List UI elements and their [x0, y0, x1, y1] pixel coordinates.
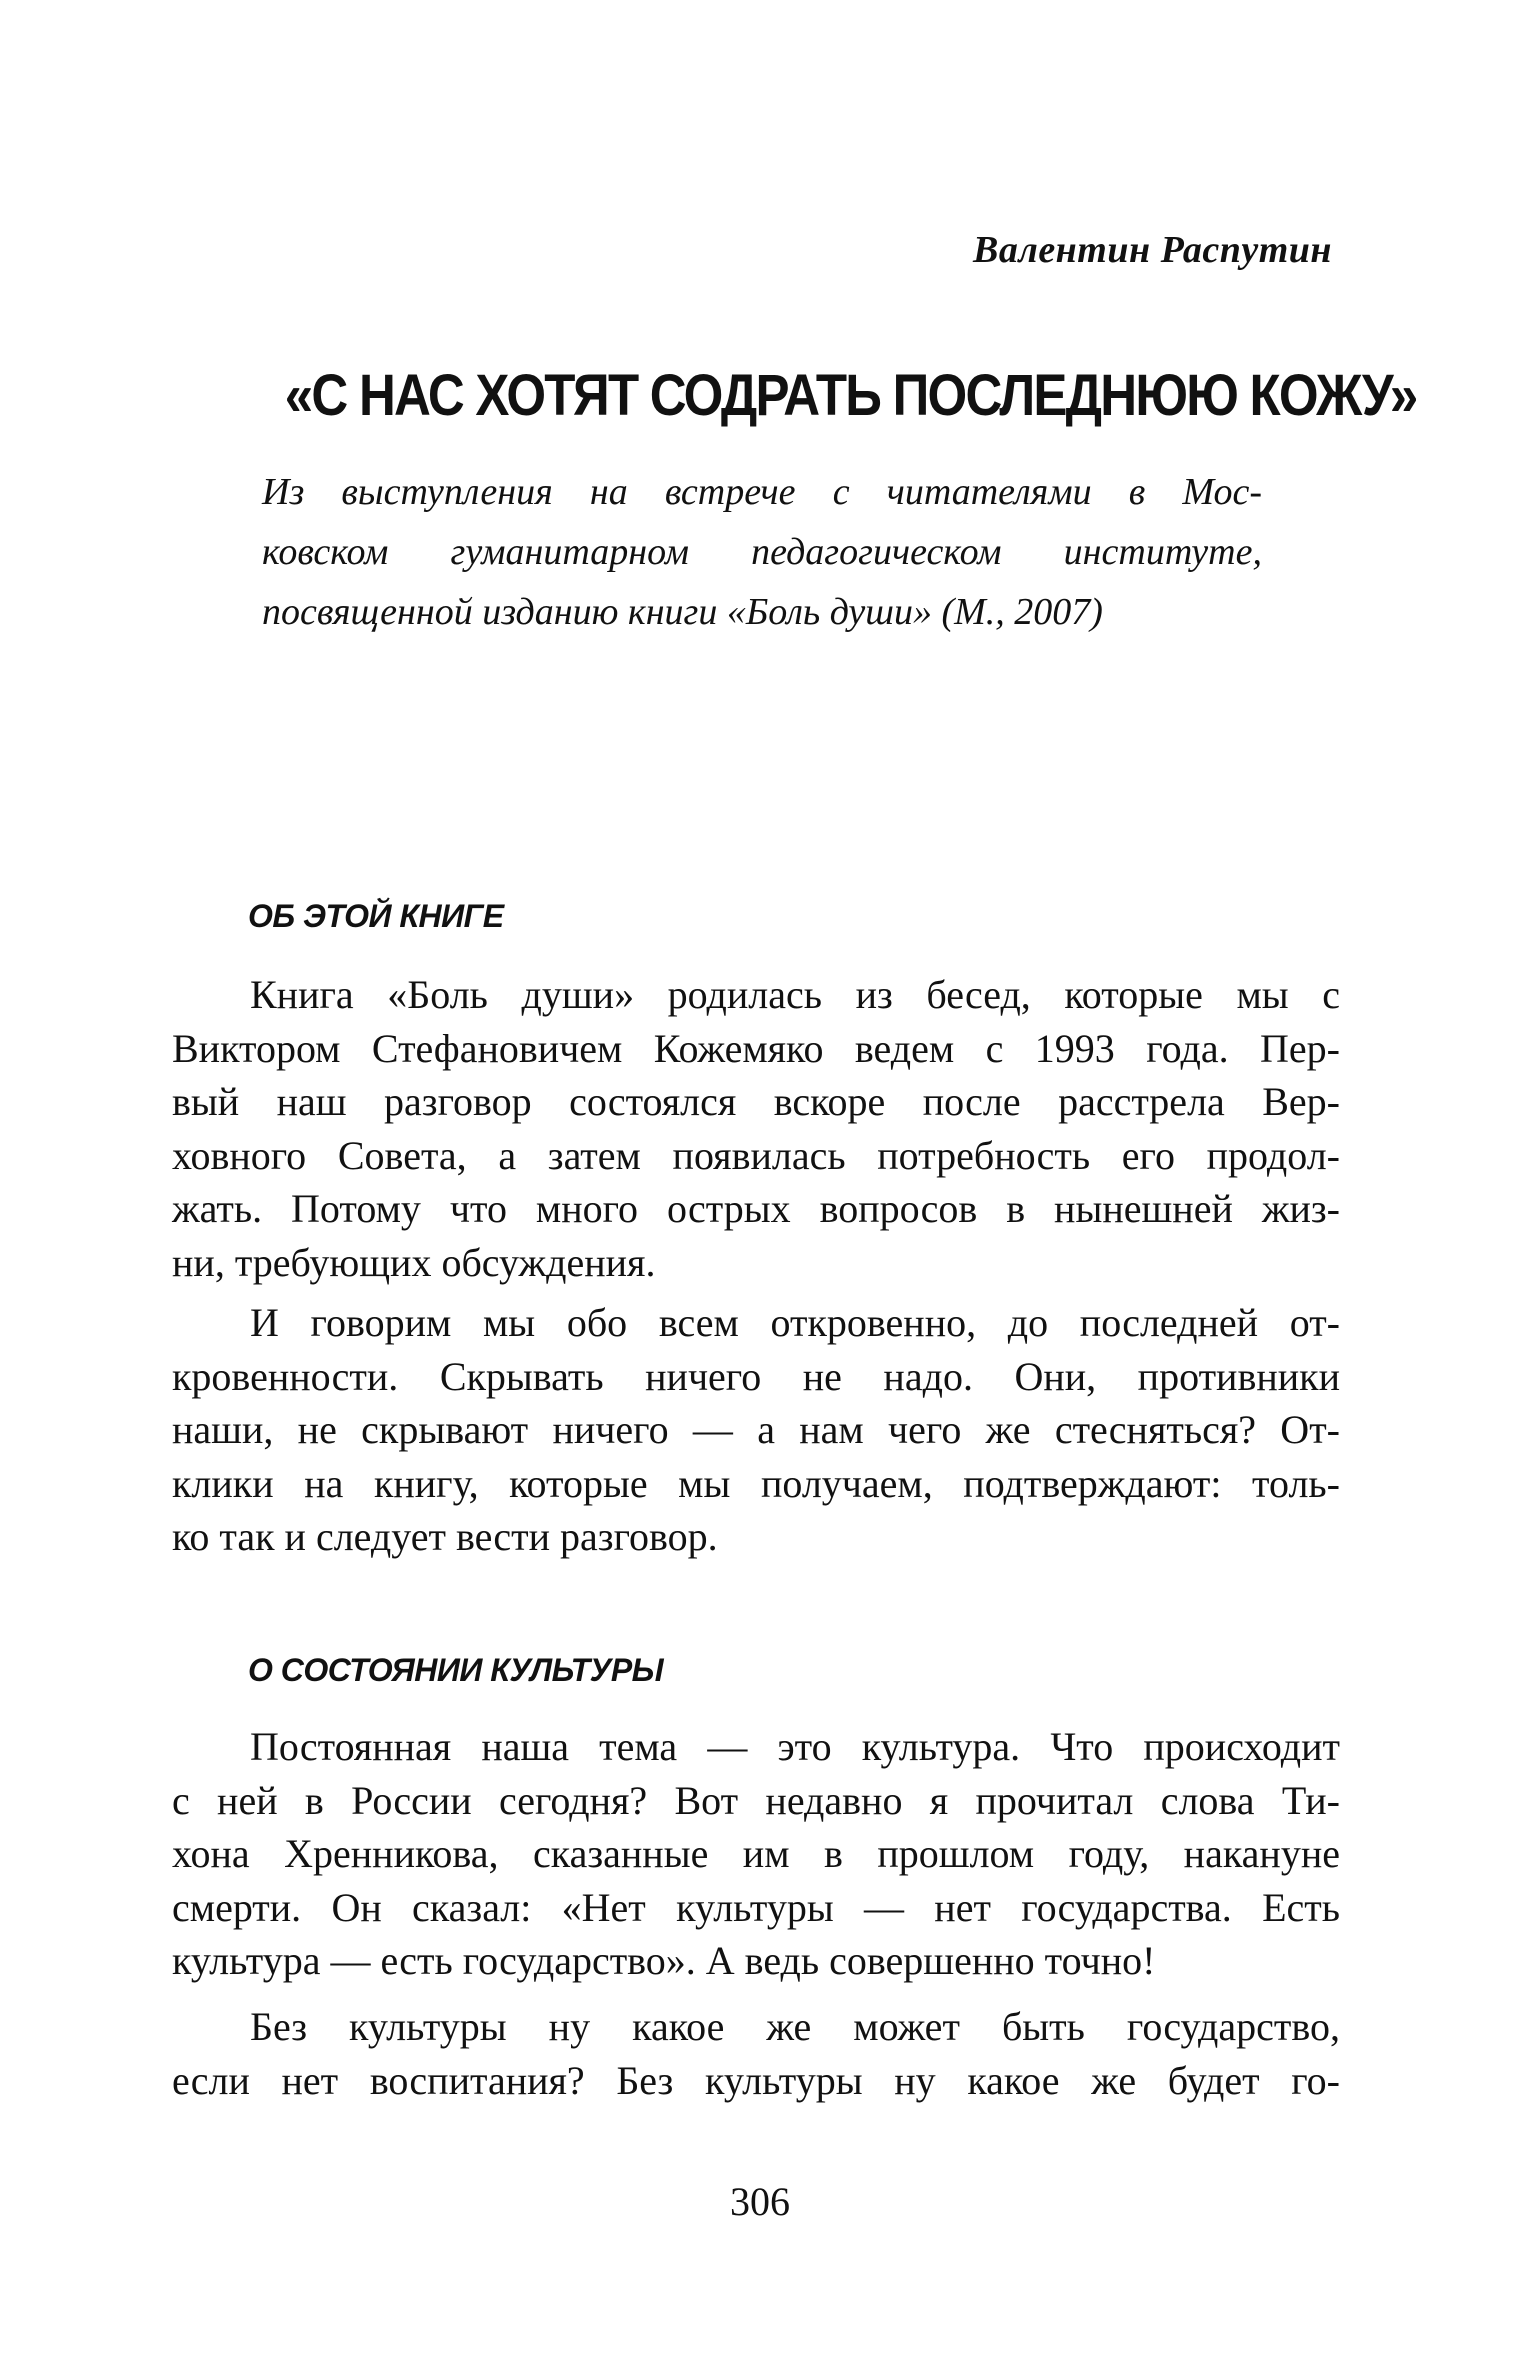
- paragraph: [172, 1720, 1340, 1988]
- text-line: если нет воспитания? Без культуры ну какое же будет го-: [172, 2057, 1340, 2103]
- text-line: Виктором Стефановичем Кожемяко ведем с 1993 года. Пер-: [172, 1025, 1340, 1071]
- text-line: жать. Потому что много острых вопросов в нынешней жиз-: [172, 1186, 1340, 1231]
- page-number: 306: [730, 2179, 790, 2224]
- text-line: культура — есть государство». А ведь совершенно точно!: [172, 1938, 1156, 1983]
- section-heading-culture: О СОСТОЯНИИ КУЛЬТУРЫ: [248, 1652, 664, 1688]
- text-line: Книга «Боль души» родилась из бесед, которые мы с: [250, 972, 1340, 1017]
- article-title: «С НАС ХОТЯТ СОДРАТЬ ПОСЛЕДНЮЮ КОЖУ»: [284, 363, 1417, 428]
- text-line: кровенности. Скрывать ничего не надо. Они, противники: [172, 1353, 1340, 1399]
- text-line: хона Хренникова, сказанные им в прошлом году, накануне: [172, 1831, 1340, 1876]
- text-line: Без культуры ну какое же может быть государство,: [250, 2004, 1340, 2049]
- article-subtitle: [262, 462, 1262, 642]
- text-line: вый наш разговор состоялся вскоре после расстрела Вер-: [172, 1079, 1340, 1124]
- paragraph: [172, 968, 1340, 1289]
- text-line: ко так и следует вести разговор.: [172, 1514, 718, 1559]
- section-heading-about-book: ОБ ЭТОЙ КНИГЕ: [248, 898, 504, 934]
- text-line: И говорим мы обо всем откровенно, до последней от-: [250, 1300, 1340, 1345]
- author-name: Валентин Распутин: [972, 229, 1332, 271]
- text-line: наши, не скрывают ничего — а нам чего же стесняться? От-: [172, 1407, 1340, 1452]
- paragraph: [172, 1296, 1340, 1564]
- text-line: ни, требующих обсуждения.: [172, 1239, 656, 1285]
- text-line: смерти. Он сказал: «Нет культуры — нет государства. Есть: [172, 1884, 1340, 1930]
- text-line: с ней в России сегодня? Вот недавно я прочитал слова Ти-: [172, 1777, 1340, 1823]
- subtitle-line: посвященной изданию книги «Боль души» (М., 2007): [262, 591, 1103, 633]
- paragraph: [172, 2000, 1340, 2107]
- subtitle-line: ковском гуманитарном педагогическом институте,: [262, 531, 1262, 573]
- text-line: клики на книгу, которые мы получаем, подтверждают: толь-: [172, 1460, 1340, 1506]
- text-line: Постоянная наша тема — это культура. Что происходит: [250, 1724, 1340, 1769]
- text-line: ховного Совета, а затем появилась потребность его продол-: [172, 1132, 1340, 1178]
- subtitle-line: Из выступления на встрече с читателями в Мос-: [262, 471, 1262, 513]
